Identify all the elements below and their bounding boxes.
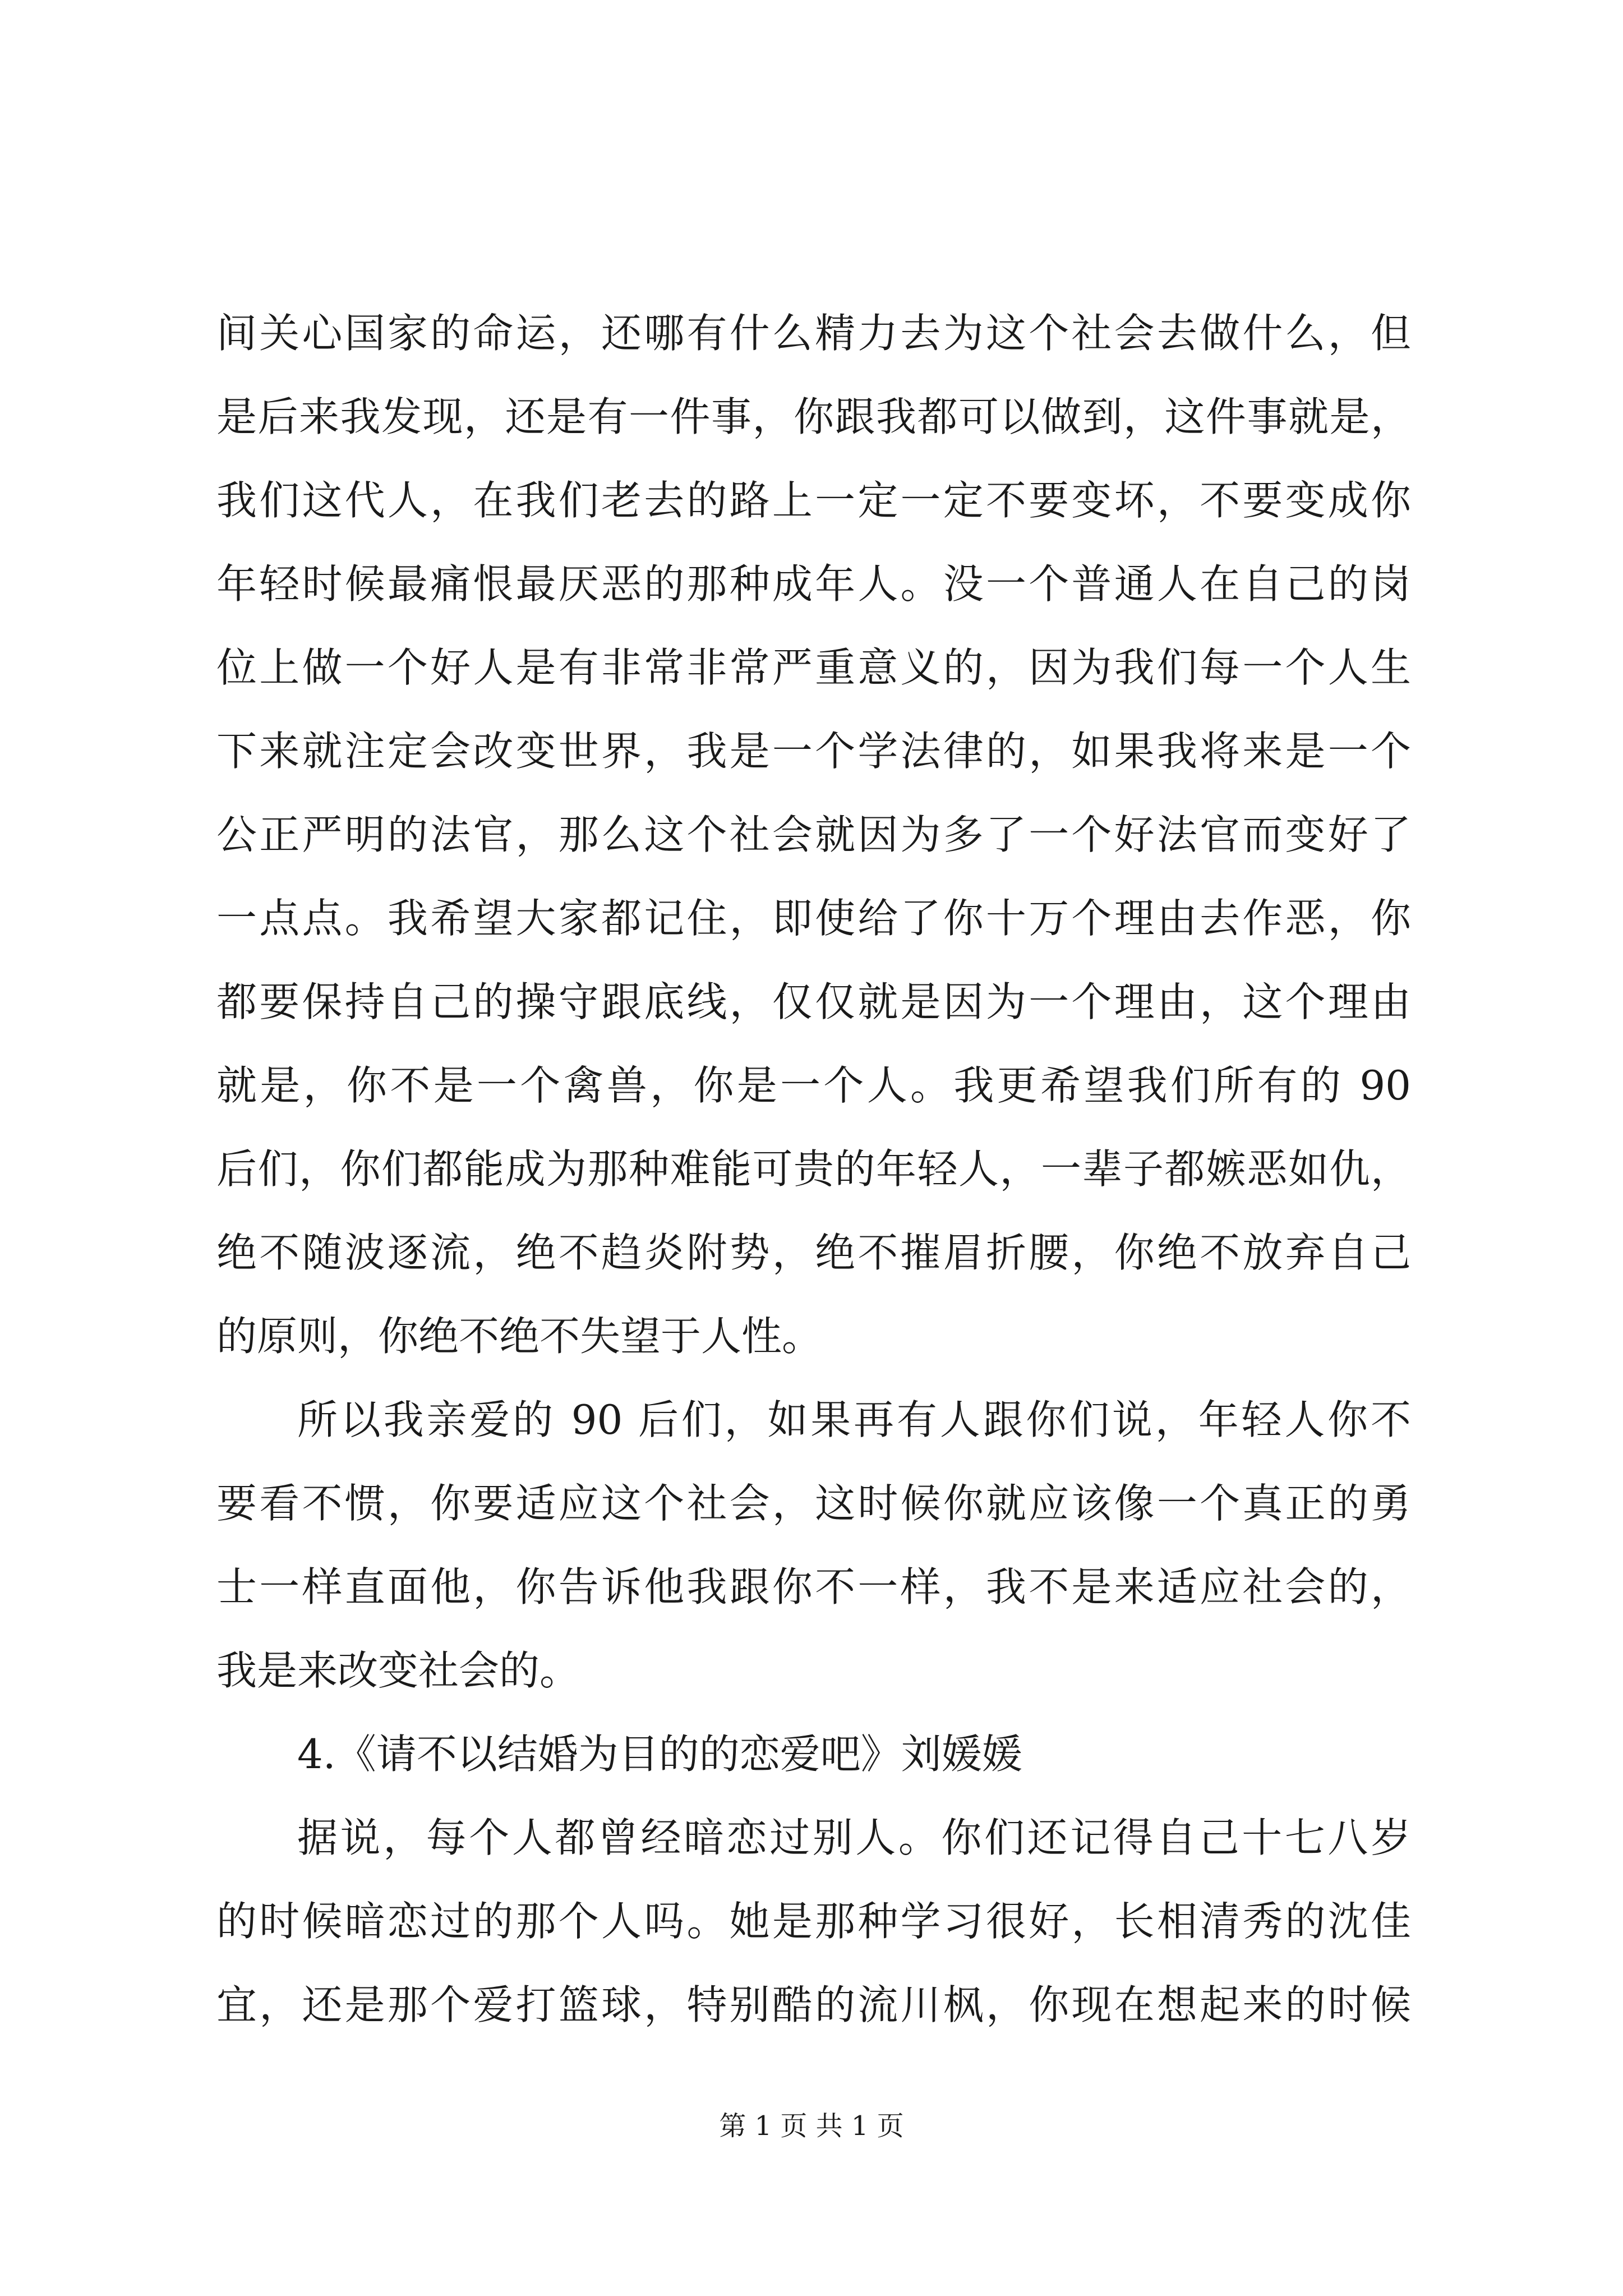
document-body xyxy=(216,292,1411,2047)
text-line: 一点点。我希望大家都记住，即使给了你十万个理由去作恶，你 xyxy=(216,895,1411,942)
text-line: 年轻时候最痛恨最厌恶的那种成年人。没一个普通人在自己的岗 xyxy=(216,560,1411,608)
section-heading: 4.《请不以结婚为目的的恋爱吧》刘媛媛 xyxy=(297,1731,1022,1778)
text-line: 据说，每个人都曾经暗恋过别人。你们还记得自己十七八岁 xyxy=(297,1814,1411,1861)
text-line: 绝不随波逐流，绝不趋炎附势，绝不摧眉折腰，你绝不放弃自己 xyxy=(216,1229,1411,1276)
text-line: 下来就注定会改变世界，我是一个学法律的，如果我将来是一个 xyxy=(216,728,1411,775)
text-line: 宜，还是那个爱打篮球，特别酷的流川枫，你现在想起来的时候 xyxy=(216,1981,1411,2028)
text-line: 所以我亲爱的 90 后们，如果再有人跟你们说，年轻人你不 xyxy=(297,1396,1411,1443)
text-line: 是后来我发现，还是有一件事，你跟我都可以做到，这件事就是， xyxy=(216,393,1411,440)
text-line: 间关心国家的命运，还哪有什么精力去为这个社会去做什么，但 xyxy=(216,310,1411,357)
text-line: 后们，你们都能成为那种难能可贵的年轻人，一辈子都嫉恶如仇， xyxy=(216,1145,1411,1193)
text-line: 士一样直面他，你告诉他我跟你不一样，我不是来适应社会的， xyxy=(216,1563,1411,1611)
text-line: 我们这代人，在我们老去的路上一定一定不要变坏，不要变成你 xyxy=(216,477,1411,524)
text-line: 的原则，你绝不绝不失望于人性。 xyxy=(216,1313,823,1360)
text-line: 公正严明的法官，那么这个社会就因为多了一个好法官而变好了 xyxy=(216,811,1411,858)
text-line: 位上做一个好人是有非常非常严重意义的，因为我们每一个人生 xyxy=(216,644,1411,691)
text-line: 我是来改变社会的。 xyxy=(216,1647,580,1694)
page-footer xyxy=(0,2109,1623,2143)
text-line: 要看不惯，你要适应这个社会，这时候你就应该像一个真正的勇 xyxy=(216,1480,1411,1527)
page-number-label: 第 1 页 共 1 页 xyxy=(719,2110,904,2142)
text-line: 就是，你不是一个禽兽，你是一个人。我更希望我们所有的 90 xyxy=(216,1062,1411,1109)
text-line: 都要保持自己的操守跟底线，仅仅就是因为一个理由，这个理由 xyxy=(216,978,1411,1025)
text-line: 的时候暗恋过的那个人吗。她是那种学习很好，长相清秀的沈佳 xyxy=(216,1898,1411,1945)
